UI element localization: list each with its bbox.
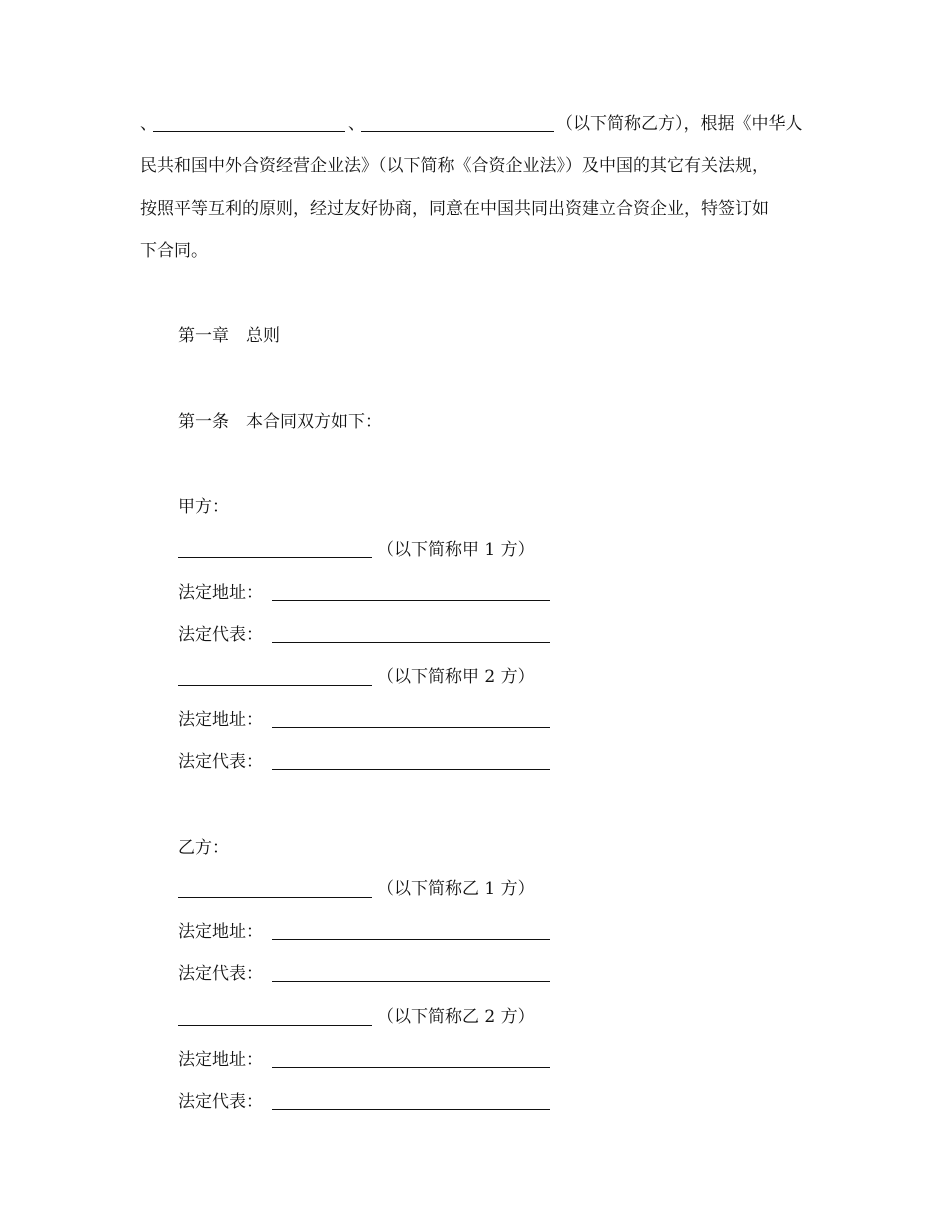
intro-separator: 、	[348, 114, 365, 134]
intro-line-3: 按照平等互利的原则，经过友好协商，同意在中国共同出资建立合资企业，特签订如	[140, 199, 769, 219]
intro-line-2: 民共和国中外合资经营企业法》（以下简称《合资企业法》）及中国的其它有关法规，	[140, 156, 769, 176]
party-a1-name-blank[interactable]	[178, 557, 372, 558]
party-a2-rep-blank[interactable]	[272, 769, 550, 770]
party-b-name-blank-1[interactable]	[153, 131, 345, 132]
party-b1-alias: （以下简称乙 1 方）	[377, 879, 535, 899]
party-a2-name-blank[interactable]	[178, 685, 372, 686]
party-a2-address-label: 法定地址：	[178, 710, 263, 730]
party-b2-alias: （以下简称乙 2 方）	[377, 1007, 535, 1027]
party-b2-name-blank[interactable]	[178, 1025, 372, 1026]
article-1-title: 第一条 本合同双方如下：	[178, 412, 382, 432]
party-a2-address-blank[interactable]	[272, 727, 550, 728]
chapter-title: 第一章 总则	[178, 326, 280, 346]
party-b-name-blank-2[interactable]	[361, 131, 554, 132]
party-b1-rep-label: 法定代表：	[178, 964, 263, 984]
intro-line-4: 下合同。	[140, 241, 208, 261]
party-b2-rep-blank[interactable]	[272, 1109, 550, 1110]
party-b1-address-label: 法定地址：	[178, 922, 263, 942]
party-a1-alias: （以下简称甲 1 方）	[377, 540, 535, 560]
party-b-heading: 乙方：	[178, 838, 229, 858]
party-a-heading: 甲方：	[178, 497, 229, 517]
party-a1-rep-blank[interactable]	[272, 642, 550, 643]
intro-line-1-tail: （以下简称乙方），根据《中华人	[556, 114, 803, 134]
party-b1-rep-blank[interactable]	[272, 981, 550, 982]
party-a2-alias: （以下简称甲 2 方）	[377, 667, 535, 687]
party-a1-address-label: 法定地址：	[178, 583, 263, 603]
intro-separator: 、	[140, 114, 157, 134]
party-a1-rep-label: 法定代表：	[178, 625, 263, 645]
party-b2-address-label: 法定地址：	[178, 1050, 263, 1070]
party-b2-address-blank[interactable]	[272, 1067, 550, 1068]
party-a2-rep-label: 法定代表：	[178, 752, 263, 772]
party-a1-address-blank[interactable]	[272, 600, 550, 601]
party-b1-name-blank[interactable]	[178, 897, 372, 898]
party-b2-rep-label: 法定代表：	[178, 1092, 263, 1112]
party-b1-address-blank[interactable]	[272, 939, 550, 940]
